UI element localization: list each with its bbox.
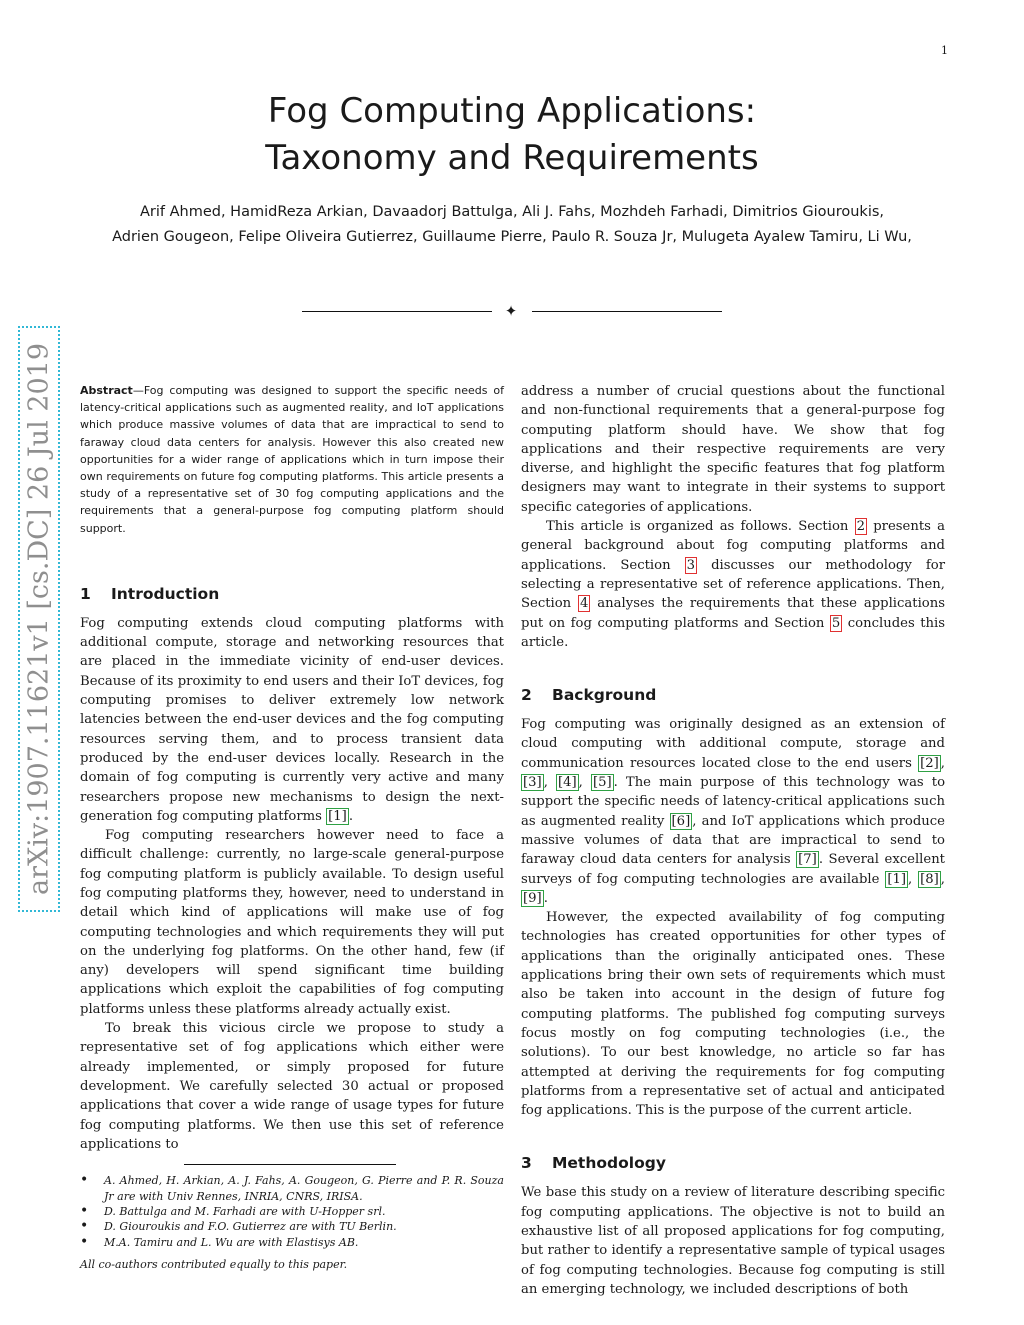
bg-text: .	[543, 890, 548, 906]
abstract-label: Abstract	[80, 384, 133, 397]
bg-text: , and IoT applications which produce massive volumes of data that are impractical to send to faraway cloud data centers for analysis	[521, 813, 945, 868]
section-link-4[interactable]: 4	[580, 596, 589, 612]
section-link-5[interactable]: 5	[831, 615, 841, 631]
intro-p1-text: Fog computing extends cloud computing platforms with additional compute, storage and networking resources that are placed in the immediate vicinity of end-user devices. Because of its proximity to end users and their IoT devices, fog computing promises to deliver extremely low network latencies between the end-user devices and the fog computing resources serving them, and to process transient data produced by the end-user devices locally. Research in the domain of fog computing is currently very active and many researchers propose new mechanisms to design the next-generation fog computing platforms	[80, 615, 504, 824]
intro-p1-end: .	[348, 808, 354, 824]
section-title: Introduction	[111, 584, 220, 603]
bg-sep: ,	[940, 755, 945, 771]
intro-paragraph-1	[80, 614, 504, 826]
section-number: 3	[521, 1154, 532, 1173]
org-text: presents a general background about fog computing platforms and applications. Section	[521, 519, 945, 573]
diamond-ornament-icon: ✦	[504, 302, 518, 320]
intro-paragraph-2: Fog computing researchers however need to face a difficult challenge: currently, no large-scale general-purpose fog computing platform is publicly available. To design useful fog computing platforms they, however, need to understand in detail which kind of applications will make use of fog computing technologies and which requirements they will put on the underlying fog platforms. On the other hand, few (if any) developers will spend significant time building applications which exploit the capabilities of fog computing platforms unless these platforms already actually exist.	[80, 828, 504, 1017]
page-number: 1	[941, 44, 948, 57]
citation-link[interactable]: [6]	[671, 813, 691, 829]
bg-text: . Several excellent surveys of fog computing technologies are available	[521, 852, 945, 887]
citation-link[interactable]: [9]	[523, 890, 542, 906]
org-text: concludes this article.	[521, 615, 946, 650]
section-heading-methodology	[521, 1152, 945, 1174]
section-title: Methodology	[552, 1154, 666, 1173]
footnote-rule	[184, 1164, 396, 1165]
section-title: Background	[552, 686, 657, 705]
title-line-2: Taxonomy and Requirements	[265, 138, 759, 178]
separator-rule-right	[532, 311, 722, 312]
section-number: 2	[521, 686, 532, 705]
background-paragraph-2: However, the expected availability of fog computing technologies has created opportunities for other types of applications than the originally anticipated ones. These applications bring their own sets of requirements which must also be taken into account in the design of future fog computing platforms. The published fog computing surveys focus mostly on fog computing technologies (i.e., the solutions). To our best knowledge, no article so far has attempted at deriving the requirements for fog computing platforms from a representative set of actual and anticipated fog applications. This is the purpose of the current article.	[521, 910, 945, 1119]
footnote-item: • M.A. Tamiru and L. Wu are with Elastisys AB.	[80, 1235, 504, 1250]
co-author-note: All co-authors contributed equally to this paper.	[80, 1258, 348, 1272]
citation-link[interactable]: [7]	[798, 852, 817, 868]
title-separator	[302, 302, 722, 322]
section-link-2[interactable]: 2	[856, 519, 865, 535]
author-list	[70, 200, 954, 250]
footnote-item: • D. Giouroukis and F.O. Gutierrez are with TU Berlin.	[80, 1219, 504, 1234]
bg-text: Fog computing was originally designed as an extension of cloud computing with additional compute, storage and communication resources located close to the end users	[521, 717, 945, 771]
bg-sep: ,	[578, 775, 591, 791]
citation-link[interactable]: [8]	[920, 871, 939, 887]
citation-link[interactable]: [3]	[523, 775, 542, 791]
title-line-1: Fog Computing Applications:	[267, 91, 757, 131]
arxiv-stamp-text: arXiv:1907.11621v1 [cs.DC] 26 Jul 2019	[23, 342, 55, 896]
authors-line-1: Arif Ahmed, HamidReza Arkian, Davaadorj Battulga, Ali J. Fahs, Mozhdeh Farhadi, Dimitrios Giouroukis,	[139, 204, 885, 220]
section-heading-background	[521, 684, 945, 706]
footnote-item: • D. Battulga and M. Farhadi are with U-Hopper srl.	[80, 1204, 504, 1219]
bg-sep: ,	[940, 871, 945, 887]
affiliation-footnotes	[80, 1173, 504, 1250]
section-number: 1	[80, 584, 91, 603]
arxiv-stamp[interactable]	[18, 326, 60, 912]
section-link-3[interactable]: 3	[686, 557, 696, 573]
abstract	[80, 382, 504, 537]
footnote-item: • A. Ahmed, H. Arkian, A. J. Fahs, A. Gougeon, G. Pierre and P. R. Souza Jr are with Univ Rennes, INRIA, CNRS, IRISA.	[80, 1173, 504, 1204]
org-text: discusses our methodology for selecting a representative set of reference applications. Then, Section	[521, 557, 946, 612]
bg-text: . The main purpose of this technology was to support the specific needs of latency-critical applications such as augmented reality	[521, 775, 946, 829]
abstract-text: —Fog computing was designed to support the specific needs of latency-critical applications such as augmented reality, and IoT applications which produce massive volumes of data that are impractical to send to faraway cloud data centers for analysis. However this also created new opportunities for a wider range of applications which in turn impose their own requirements on future fog computing platforms. This article presents a study of a representative set of 30 fog computing applications and the requirements that a general-purpose fog computing platform should support.	[80, 384, 504, 535]
bg-sep: ,	[543, 775, 556, 791]
methodology-paragraph-1: We base this study on a review of literature describing specific fog computing applications. The objective is not to build an exhaustive list of all proposed applications for fog computing, but rather to identify a representative sample of typical usages of fog computing technologies. Because fog computing is still an emerging technology, we included descriptions of both	[521, 1185, 945, 1297]
separator-rule-left	[302, 311, 492, 312]
citation-link[interactable]: [4]	[557, 775, 577, 791]
background-paragraph-1	[521, 715, 945, 908]
citation-link[interactable]: [2]	[920, 755, 939, 771]
intro-paragraph-3: To break this vicious circle we propose to study a representative set of fog applications which either were already implemented, or simply proposed for future development. We carefully selected 30 actual or proposed applications that cover a wide range of usage types for future fog computing platforms. We then use this set of reference applications to	[80, 1021, 504, 1152]
citation-link[interactable]: [1]	[328, 808, 347, 824]
organization-paragraph	[521, 517, 945, 652]
intro-continued-paragraph: address a number of crucial questions about the functional and non-functional requirements that a general-purpose fog computing platform should have. We show that fog applications and their respective requirements are very diverse, and highlight the specific features that fog platform designers may want to integrate in their systems to support specific categories of applications.	[521, 384, 945, 515]
left-column	[80, 382, 504, 1272]
paper-title	[120, 88, 904, 182]
citation-link[interactable]: [1]	[887, 871, 907, 887]
org-text: This article is organized as follows. Section	[546, 519, 855, 535]
authors-line-2: Adrien Gougeon, Felipe Oliveira Gutierrez, Guillaume Pierre, Paulo R. Souza Jr, Mulugeta Ayalew Tamiru, Li Wu,	[112, 229, 912, 245]
org-text: analyses the requirements that these applications put on fog computing platforms and Section	[521, 596, 945, 631]
citation-link[interactable]: [5]	[592, 775, 612, 791]
right-column	[521, 382, 945, 1299]
section-heading-introduction	[80, 583, 504, 605]
bg-sep: ,	[908, 871, 919, 887]
